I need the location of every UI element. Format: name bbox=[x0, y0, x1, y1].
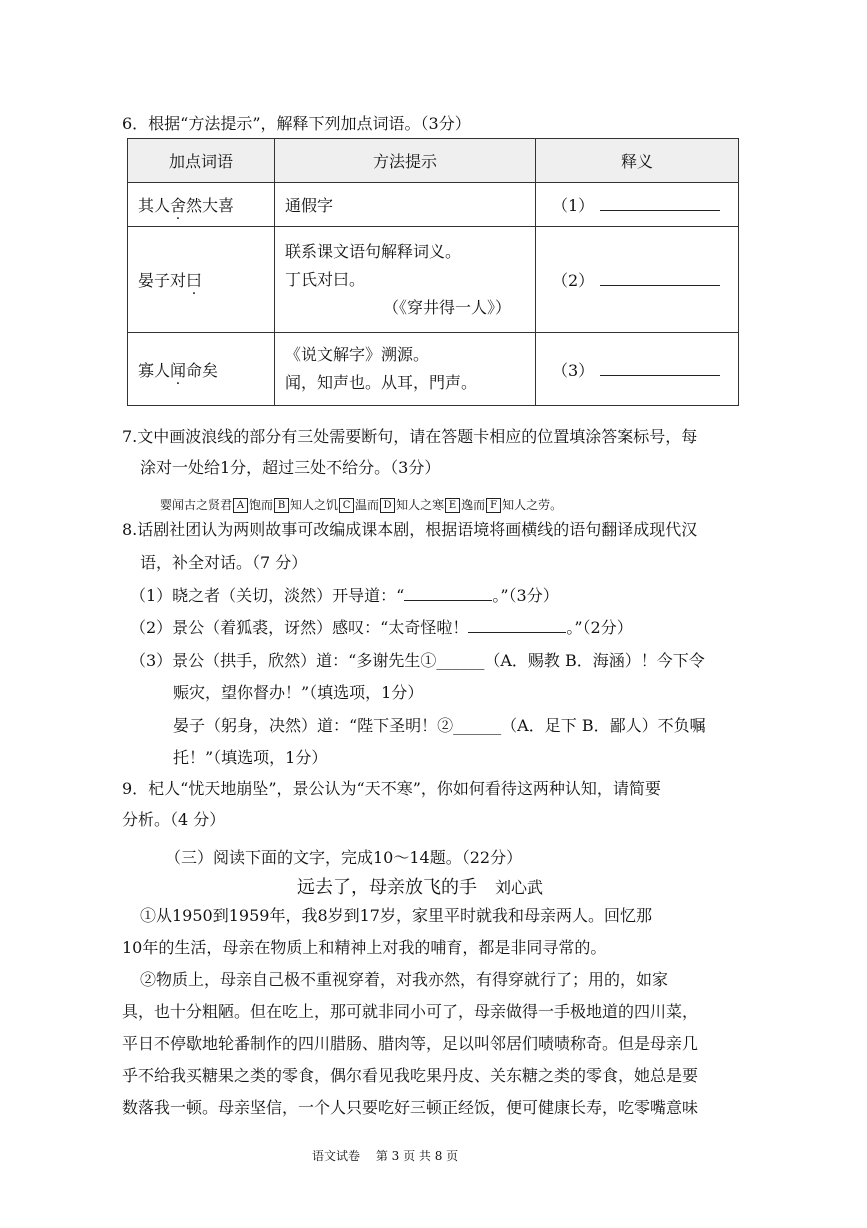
answer-blank[interactable] bbox=[600, 273, 720, 286]
paragraph-line: ①从1950到1959年，我8岁到17岁，家里平时就我和母亲两人。回忆那 bbox=[140, 906, 652, 925]
option-box[interactable]: E bbox=[445, 498, 460, 513]
hint-cell: 联系课文语句解释词义。 丁氏对曰。 （《穿井得一人》） bbox=[275, 227, 536, 333]
section-heading: （三）阅读下面的文字，完成10～14题。（22分） bbox=[165, 848, 523, 867]
q8-line2: 语，补全对话。（7 分） bbox=[140, 553, 308, 572]
hint-cell: 通假字 bbox=[275, 183, 536, 227]
table-row bbox=[128, 333, 739, 406]
word-cell: 寡人闻命矣 bbox=[128, 333, 275, 406]
answer-cell[interactable]: （2） bbox=[536, 227, 739, 333]
article-author: 刘心武 bbox=[495, 878, 544, 897]
header-hint: 方法提示 bbox=[275, 139, 536, 183]
page-footer: 语文试卷 第 3 页 共 8 页 bbox=[312, 1149, 459, 1163]
q7-line2: 涂对一处给1分，超过三处不给分。（3分） bbox=[140, 458, 441, 477]
q8-sub3-line1: （3）景公（拱手，欣然）道：“多谢先生①______（A．赐教 B．海涵）！今下令 bbox=[130, 651, 705, 670]
dotted-char: 曰 bbox=[186, 271, 203, 290]
paragraph-line: ②物质上，母亲自己极不重视穿着，对我亦然，有得穿就行了；用的，如家 bbox=[140, 970, 669, 989]
option-box[interactable]: C bbox=[339, 498, 354, 513]
dotted-char: 舍 bbox=[170, 196, 187, 215]
q8-line1: 8.话剧社团认为两则故事可改编成课本剧，根据语境将画横线的语句翻译成现代汉 bbox=[122, 520, 698, 539]
option-box[interactable]: B bbox=[274, 498, 289, 513]
translation-blank[interactable] bbox=[468, 622, 566, 633]
answer-blank[interactable] bbox=[600, 198, 720, 211]
paragraph-line: 10年的生活，母亲在物质上和精神上对我的哺育，都是非同寻常的。 bbox=[122, 938, 607, 957]
q8-sub4-line1: 晏子（躬身，决然）道：“陛下圣明！②______（A．足下 B．鄙人）不负嘱 bbox=[173, 716, 706, 735]
q8-sub1: （1）晓之者（关切，淡然）开导道：“ 。”（3分） bbox=[130, 586, 559, 605]
q8-sub4-line2: 托！”（填选项，1分） bbox=[173, 748, 328, 767]
q9-line1: 9．杞人“忧天地崩坠”，景公认为“天不寒”，你如何看待这两种认知，请简要 bbox=[122, 779, 661, 798]
header-word: 加点词语 bbox=[128, 139, 275, 183]
answer-cell[interactable]: （1） bbox=[536, 183, 739, 227]
word-cell: 其人舍然大喜 bbox=[128, 183, 275, 227]
table-row bbox=[128, 227, 739, 333]
word-cell: 晏子对曰 bbox=[128, 227, 275, 333]
paragraph-line: 平日不停歇地轮番制作的四川腊肠、腊肉等，足以叫邻居们啧啧称奇。但是母亲几 bbox=[122, 1034, 699, 1053]
option-box[interactable]: A bbox=[233, 498, 248, 513]
answer-cell[interactable]: （3） bbox=[536, 333, 739, 406]
paragraph-line: 具，也十分粗陋。但在吃上，那可就非同小可了，母亲做得一手极地道的四川菜， bbox=[122, 1002, 699, 1021]
vocab-table bbox=[127, 138, 739, 406]
q7-sentence: 婴闻古之贤君 A 饱而 B 知人之饥 C 温而 D 知人之寒 E 逸而 F 知人之劳。 bbox=[160, 498, 563, 512]
article-title: 远去了，母亲放飞的手 刘心武 bbox=[297, 877, 544, 898]
dotted-char: 闻 bbox=[170, 360, 187, 380]
q9-line2: 分析。（4 分） bbox=[122, 810, 226, 829]
option-box[interactable]: F bbox=[486, 498, 501, 513]
answer-blank[interactable] bbox=[600, 363, 720, 376]
table-row bbox=[128, 183, 739, 227]
option-box[interactable]: D bbox=[380, 498, 395, 513]
q7-line1: 7.文中画波浪线的部分有三处需要断句，请在答题卡相应的位置填涂答案标号，每 bbox=[122, 427, 698, 446]
q8-sub3-line2: 赈灾，望你督办！”（填选项，1分） bbox=[173, 683, 424, 702]
paragraph-line: 乎不给我买糖果之类的零食，偶尔看见我吃果丹皮、关东糖之类的零食，她总是要 bbox=[122, 1066, 699, 1085]
hint-cell: 《说文解字》溯源。 闻，知声也。从耳，門声。 bbox=[275, 333, 536, 406]
q8-sub2: （2）景公（着狐裘，讶然）感叹：“太奇怪啦！ 。”（2分） bbox=[130, 618, 633, 637]
paragraph-line: 数落我一顿。母亲坚信，一个人只要吃好三顿正经饭，便可健康长寿，吃零嘴意味 bbox=[122, 1098, 699, 1117]
q6-stem: 6．根据“方法提示”，解释下列加点词语。（3分） bbox=[122, 114, 471, 133]
header-meaning: 释义 bbox=[536, 139, 739, 183]
translation-blank[interactable] bbox=[404, 590, 492, 601]
